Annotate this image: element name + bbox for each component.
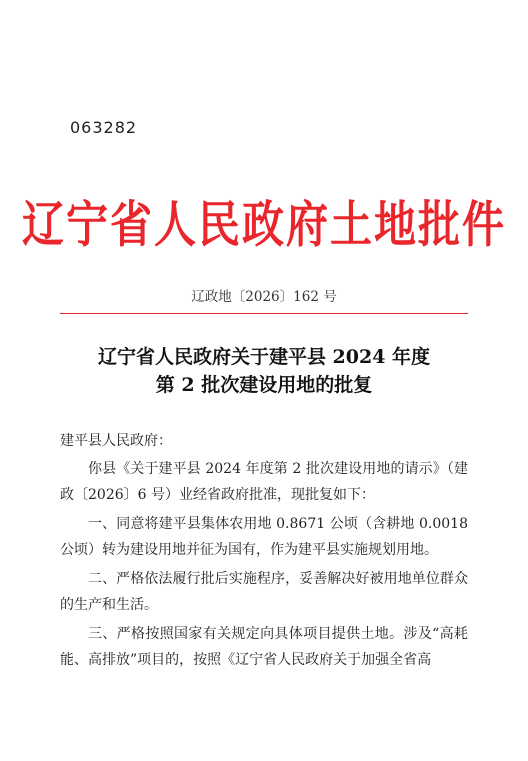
paragraph-item-1: 一、同意将建平县集体农用地 0.8671 公顷（含耕地 0.0018 公顷）转为建设用地并征为国有，作为建平县实施规划用地。: [60, 516, 468, 558]
red-divider-line: [60, 313, 468, 314]
salutation: 建平县人民政府：: [60, 433, 172, 449]
paragraph-item-2: 二、严格依法履行批后实施程序，妥善解决好被用地单位群众的生产和生活。: [60, 571, 468, 613]
document-title-line-1: 辽宁省人民政府关于建平县 2024 年度: [97, 346, 431, 368]
document-body: [60, 428, 468, 676]
document-title-line-2: 第 2 批次建设用地的批复: [155, 374, 373, 396]
paragraph-item-3: 三、严格按照国家有关规定向具体项目提供土地。涉及“高耗能、高排放”项目的，按照《辽宁省人民政府关于加强全省高: [60, 626, 468, 668]
paragraph-intro: 你县《关于建平县 2024 年度第 2 批次建设用地的请示》（建政〔2026〕6 号）业经省政府批准，现批复如下：: [60, 461, 468, 503]
document-number: 辽政地〔2026〕162 号: [191, 289, 337, 305]
document-serial-number: 063282: [70, 118, 138, 137]
document-issuer-title: 辽宁省人民政府土地批件: [21, 195, 506, 254]
